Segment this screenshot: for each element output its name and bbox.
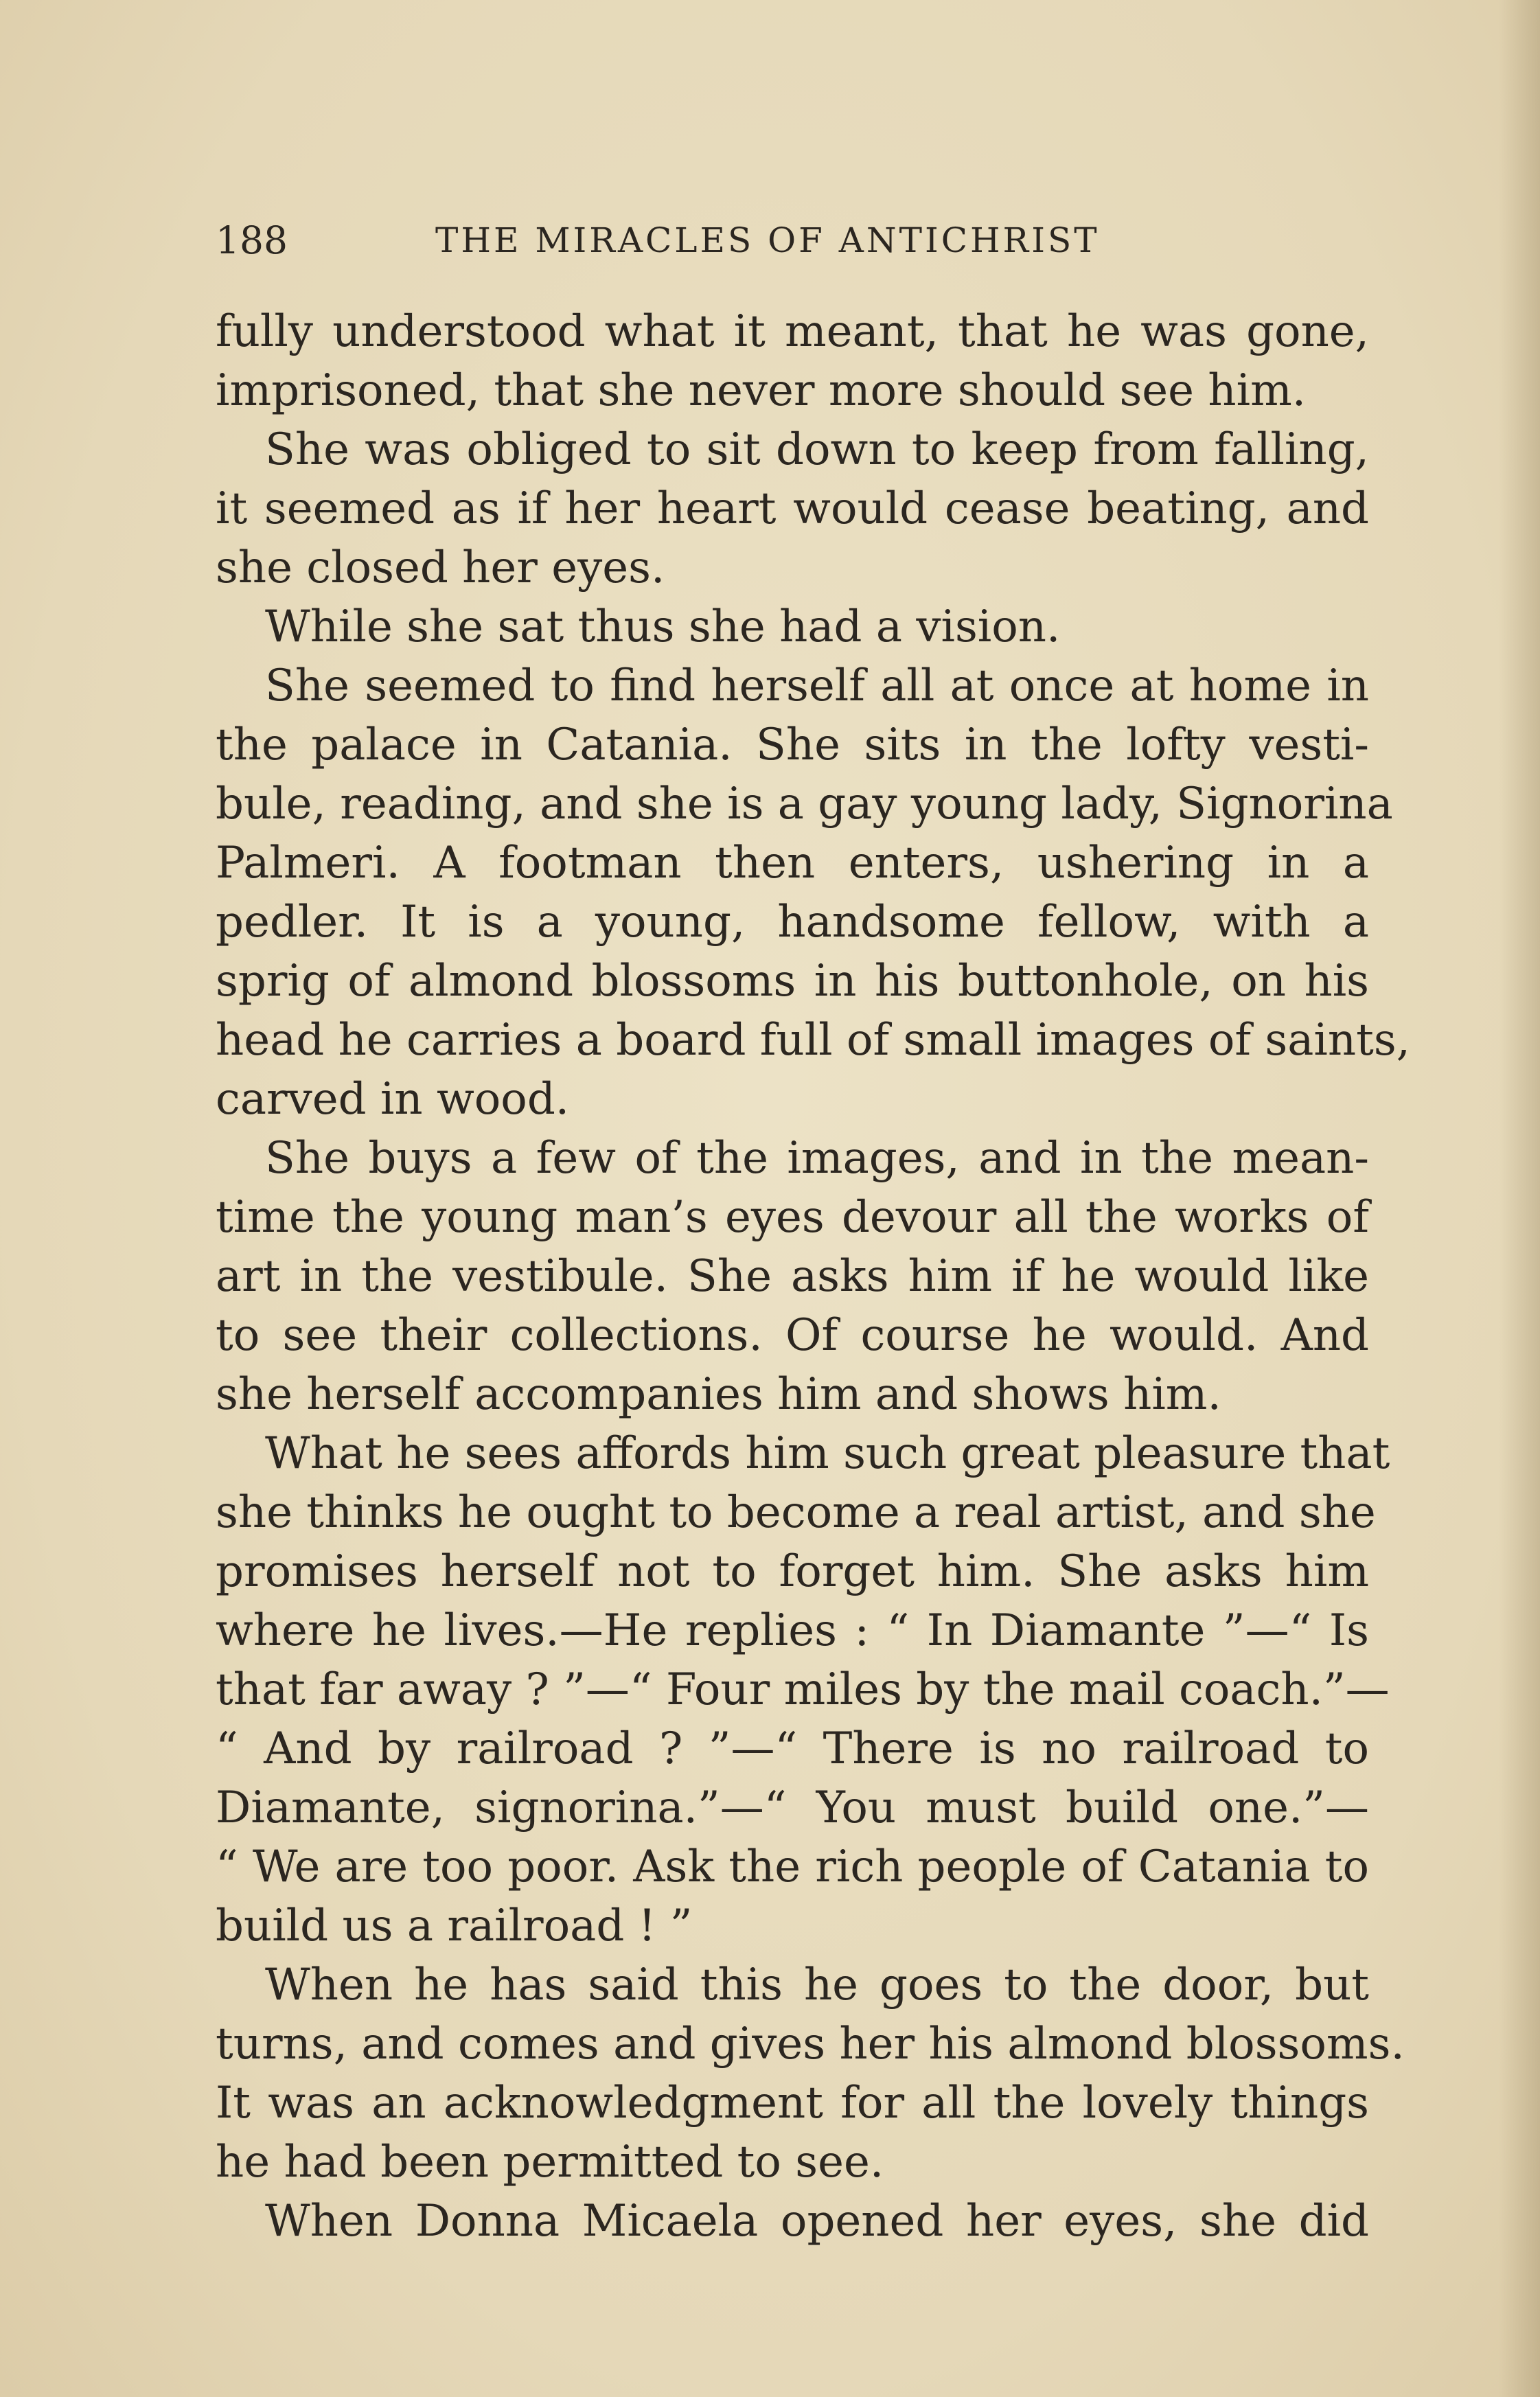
body-text — [216, 302, 1410, 2251]
text-line: Palmeri. A footman then enters, ushering in a — [216, 838, 1369, 888]
text-line: When he has said this he goes to the door, but — [265, 1960, 1369, 2010]
text-line: When Donna Micaela opened her eyes, she did — [265, 2196, 1369, 2247]
text-line: the palace in Catania. She sits in the lofty vesti- — [216, 720, 1369, 770]
text-line: While she sat thus she had a vision. — [265, 601, 1061, 652]
running-title: THE MIRACLES OF ANTICHRIST — [435, 220, 1100, 260]
page-header — [216, 213, 1369, 268]
text-line: he had been permitted to see. — [216, 2137, 884, 2188]
text-line: “ We are too poor. Ask the rich people of Catania to — [216, 1842, 1369, 1892]
text-line: She buys a few of the images, and in the mean- — [265, 1133, 1369, 1184]
text-line: it seemed as if her heart would cease beating, and — [216, 483, 1369, 534]
text-line: What he sees affords him such great pleasure that — [265, 1428, 1390, 1479]
text-line: “ And by railroad ? ”—“ There is no railroad to — [216, 1723, 1369, 1774]
text-line: sprig of almond blossoms in his buttonhole, on his — [216, 956, 1369, 1007]
text-line: fully understood what it meant, that he was gone, — [216, 306, 1369, 357]
text-line: carved in wood. — [216, 1074, 570, 1125]
page-number: 188 — [216, 218, 288, 262]
text-line: promises herself not to forget him. She asks him — [216, 1546, 1369, 1597]
text-line: she herself accompanies him and shows him. — [216, 1369, 1221, 1420]
page-edge-shadow — [1499, 0, 1540, 2397]
text-line: turns, and comes and gives her his almond blossoms. — [216, 2019, 1405, 2069]
text-line: She seemed to find herself all at once at home in — [265, 661, 1369, 711]
text-line: imprisoned, that she never more should see him. — [216, 365, 1307, 416]
text-line: time the young man’s eyes devour all the works of — [216, 1192, 1369, 1243]
text-line: where he lives.—He replies : “ In Diamante ”—“ Is — [216, 1605, 1369, 1656]
text-line: head he carries a board full of small images of saints, — [216, 1015, 1410, 1066]
text-line: art in the vestibule. She asks him if he would like — [216, 1251, 1369, 1302]
text-line: build us a railroad ! ” — [216, 1901, 693, 1951]
text-line: she closed her eyes. — [216, 542, 665, 593]
text-line: pedler. It is a young, handsome fellow, with a — [216, 897, 1369, 948]
text-line: It was an acknowledgment for all the lovely things — [216, 2078, 1369, 2129]
text-line: to see their collections. Of course he would. And — [216, 1310, 1369, 1361]
text-line: bule, reading, and she is a gay young lady, Signorina — [216, 779, 1393, 829]
text-line: She was obliged to sit down to keep from falling, — [265, 424, 1369, 475]
text-line: Diamante, signorina.”—“ You must build one.”— — [216, 1782, 1369, 1833]
text-line: that far away ? ”—“ Four miles by the mail coach.”— — [216, 1664, 1390, 1715]
text-line: she thinks he ought to become a real artist, and she — [216, 1487, 1376, 1538]
